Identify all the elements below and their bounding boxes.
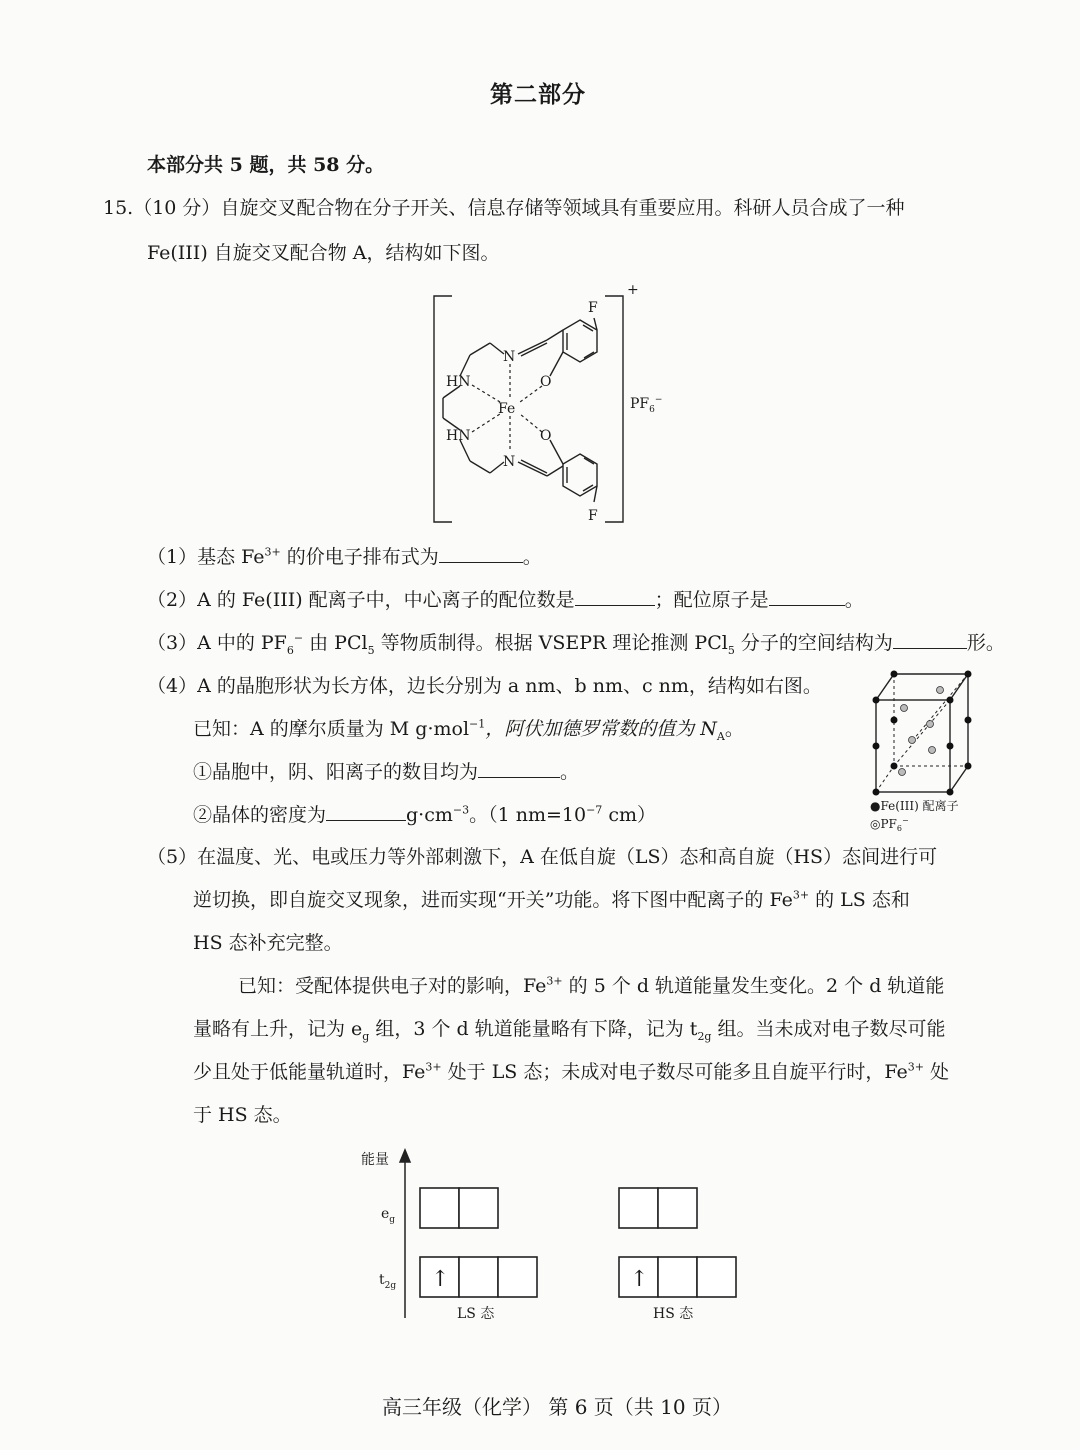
sub3-text-d: 分子的空间结构为 <box>734 632 893 654</box>
hs-spin-up-arrow: ↑ <box>630 1267 649 1292</box>
sub5-known1b: 的 5 个 d 轨道能量发生变化。2 个 d 轨道能 <box>562 975 945 997</box>
charge-plus: + <box>627 282 639 298</box>
atom-n-lower: N <box>503 454 516 470</box>
sub5-known2a: 量略有上升，记为 e <box>193 1018 363 1040</box>
sub1-sup: 3+ <box>264 545 281 559</box>
sub4-label: （4） <box>147 675 198 697</box>
atom-n-upper: N <box>503 349 516 365</box>
sub5-line2a: 逆切换，即自旋交叉现象，进而实现“开关”功能。将下图中配离子的 Fe <box>193 889 793 911</box>
sub1-end: 。 <box>522 546 542 568</box>
sub4-known <box>193 717 744 741</box>
question-points: （10 分） <box>133 197 221 219</box>
legend-fe-complex: ●Fe(III) 配离子 <box>870 799 959 813</box>
subquestion-2 <box>147 588 864 612</box>
sub4-known-a: 已知：A 的摩尔质量为 M g·mol <box>193 718 470 740</box>
sub5-known3a: 少且处于低能量轨道时，Fe <box>193 1061 426 1083</box>
atom-f-upper: F <box>588 300 598 316</box>
subquestion-5-line2 <box>193 888 910 912</box>
sub5-known-line4: 于 HS 态。 <box>193 1104 292 1126</box>
question-number: 15. <box>103 197 134 219</box>
sub5-known3b: 处于 LS 态；未成对电子数尽可能多且自旋平行时，Fe <box>441 1061 908 1083</box>
sub3-text-a: A 中的 PF <box>197 632 287 654</box>
hs-eg-orbital-1[interactable] <box>619 1188 658 1228</box>
atom-hn-lower: HN <box>446 428 471 444</box>
orbital-energy-diagram <box>355 1140 755 1330</box>
sub4-known-sub: A <box>716 729 725 743</box>
sub5-known2c: 组。当未成对电子数尽可能 <box>711 1018 946 1040</box>
hs-t2g-orbital-3[interactable] <box>697 1257 736 1297</box>
sub4-item2-sup2: −7 <box>586 803 603 817</box>
counter-ion: $PF_6^-$ <box>630 395 663 415</box>
ls-eg-orbital-1[interactable] <box>420 1188 459 1228</box>
sub4-item2-end: 。（1 nm=10 <box>469 804 587 826</box>
sub4-item2-sup: −3 <box>452 803 470 817</box>
sub4-item2 <box>193 803 656 827</box>
ls-t2g-orbital-2[interactable] <box>459 1257 498 1297</box>
sub3-text-c: 等物质制得。根据 VSEPR 理论推测 PCl <box>374 632 728 654</box>
sub5-known2b: 组，3 个 d 轨道能量略有下降，记为 t <box>369 1018 698 1040</box>
sub2-text-a: A 的 Fe(III) 配离子中，中心离子的配位数是 <box>197 589 575 611</box>
answer-blank-2a[interactable] <box>575 588 655 606</box>
subquestion-5-line3: HS 态补充完整。 <box>193 932 343 954</box>
hs-state-label: HS 态 <box>653 1306 694 1322</box>
sub5-known1sup: 3+ <box>546 974 563 988</box>
sub5-known-line2 <box>193 1017 946 1041</box>
subquestion-4 <box>147 674 822 698</box>
sub2-label: （2） <box>147 589 198 611</box>
sub3-label: （3） <box>147 632 198 654</box>
sub3-sub-a: 6 <box>286 643 294 657</box>
subquestion-1 <box>147 545 542 569</box>
sub4-item1-text: ①晶胞中，阴、阳离子的数目均为 <box>193 761 479 783</box>
atom-hn-upper: HN <box>446 374 471 390</box>
sub2-end: 。 <box>844 589 864 611</box>
sub5-known2sub: g <box>362 1029 370 1043</box>
question-intro-line2: Fe(III) 自旋交叉配合物 A，结构如下图。 <box>147 242 500 264</box>
sub5-known-line1 <box>238 974 944 998</box>
sub4-known-end: 。 <box>724 718 744 740</box>
sub4-item2-text: ②晶体的密度为 <box>193 804 327 826</box>
sub4-item1 <box>193 760 579 784</box>
atom-f-lower: F <box>588 508 598 524</box>
t2g-label: $t_{2g}$ <box>379 1272 397 1291</box>
hs-eg-orbital-2[interactable] <box>658 1188 697 1228</box>
page-footer: 高三年级（化学） 第 6 页（共 10 页） <box>382 1395 732 1419</box>
section-intro: 本部分共 5 题，共 58 分。 <box>147 154 385 176</box>
hs-t2g-orbital-2[interactable] <box>658 1257 697 1297</box>
sub5-known3sup: 3+ <box>425 1060 442 1074</box>
ls-state-label: LS 态 <box>457 1306 495 1322</box>
complex-structure-diagram <box>420 280 680 530</box>
intro-text-1: 自旋交叉配合物在分子开关、信息存储等领域具有重要应用。科研人员合成了一种 <box>220 197 905 219</box>
sub4-text: A 的晶胞形状为长方体，边长分别为 a nm、b nm、c nm，结构如右图。 <box>197 675 822 697</box>
sub1-text-b: 的价电子排布式为 <box>280 546 439 568</box>
question-intro-line1 <box>103 196 904 220</box>
ls-t2g-orbital-3[interactable] <box>498 1257 537 1297</box>
atom-o-lower: O <box>540 428 552 444</box>
sub5-known3sup2: 3+ <box>907 1060 924 1074</box>
unit-cell-diagram <box>860 660 990 838</box>
sub5-known-line3 <box>193 1060 949 1084</box>
sub1-text-a: 基态 Fe <box>197 546 265 568</box>
answer-blank-3[interactable] <box>893 631 967 649</box>
atom-fe: Fe <box>498 401 516 417</box>
sub4-known-sup: −1 <box>469 717 486 731</box>
sub3-end: 形。 <box>966 632 1005 654</box>
subquestion-3 <box>147 631 1005 655</box>
sub4-known-b: ，阿伏加德罗常数的值为 N <box>485 718 717 740</box>
answer-blank-4a[interactable] <box>478 760 560 778</box>
sub3-sup-a: − <box>293 631 304 645</box>
answer-blank-4b[interactable] <box>326 803 406 821</box>
sub3-text-b: 由 PCl <box>303 632 368 654</box>
sub4-item2-end2: cm） <box>602 804 657 826</box>
energy-axis-label: 能量 <box>361 1152 389 1168</box>
ls-eg-orbital-2[interactable] <box>459 1188 498 1228</box>
sub3-sub-c: 5 <box>727 643 735 657</box>
eg-label: $e_g$ <box>381 1206 396 1225</box>
legend-pf6: $◎PF_6^-$ <box>870 816 909 833</box>
sub5-line1-text: 在温度、光、电或压力等外部刺激下，A 在低自旋（LS）态和高自旋（HS）态间进行可 <box>197 846 938 868</box>
sub5-known3c: 处 <box>923 1061 950 1083</box>
sub4-item1-end: 。 <box>560 761 580 783</box>
atom-o-upper: O <box>540 374 552 390</box>
subquestion-5-line1 <box>147 845 937 869</box>
sub5-line2b: 的 LS 态和 <box>809 889 910 911</box>
answer-blank-2b[interactable] <box>769 588 845 606</box>
sub5-known2sub2: 2g <box>697 1029 712 1043</box>
sub2-text-b: ；配位原子是 <box>654 589 769 611</box>
answer-blank-1[interactable] <box>439 545 523 563</box>
section-title: 第二部分 <box>490 81 586 108</box>
sub5-line2sup: 3+ <box>792 888 810 902</box>
sub5-label: （5） <box>147 846 198 868</box>
sub4-item2-unit: g·cm <box>406 804 453 826</box>
sub5-known1a: 已知：受配体提供电子对的影响，Fe <box>238 975 547 997</box>
sub1-label: （1） <box>147 546 198 568</box>
ls-spin-up-arrow: ↑ <box>431 1267 450 1292</box>
sub3-sub-b: 5 <box>367 643 375 657</box>
